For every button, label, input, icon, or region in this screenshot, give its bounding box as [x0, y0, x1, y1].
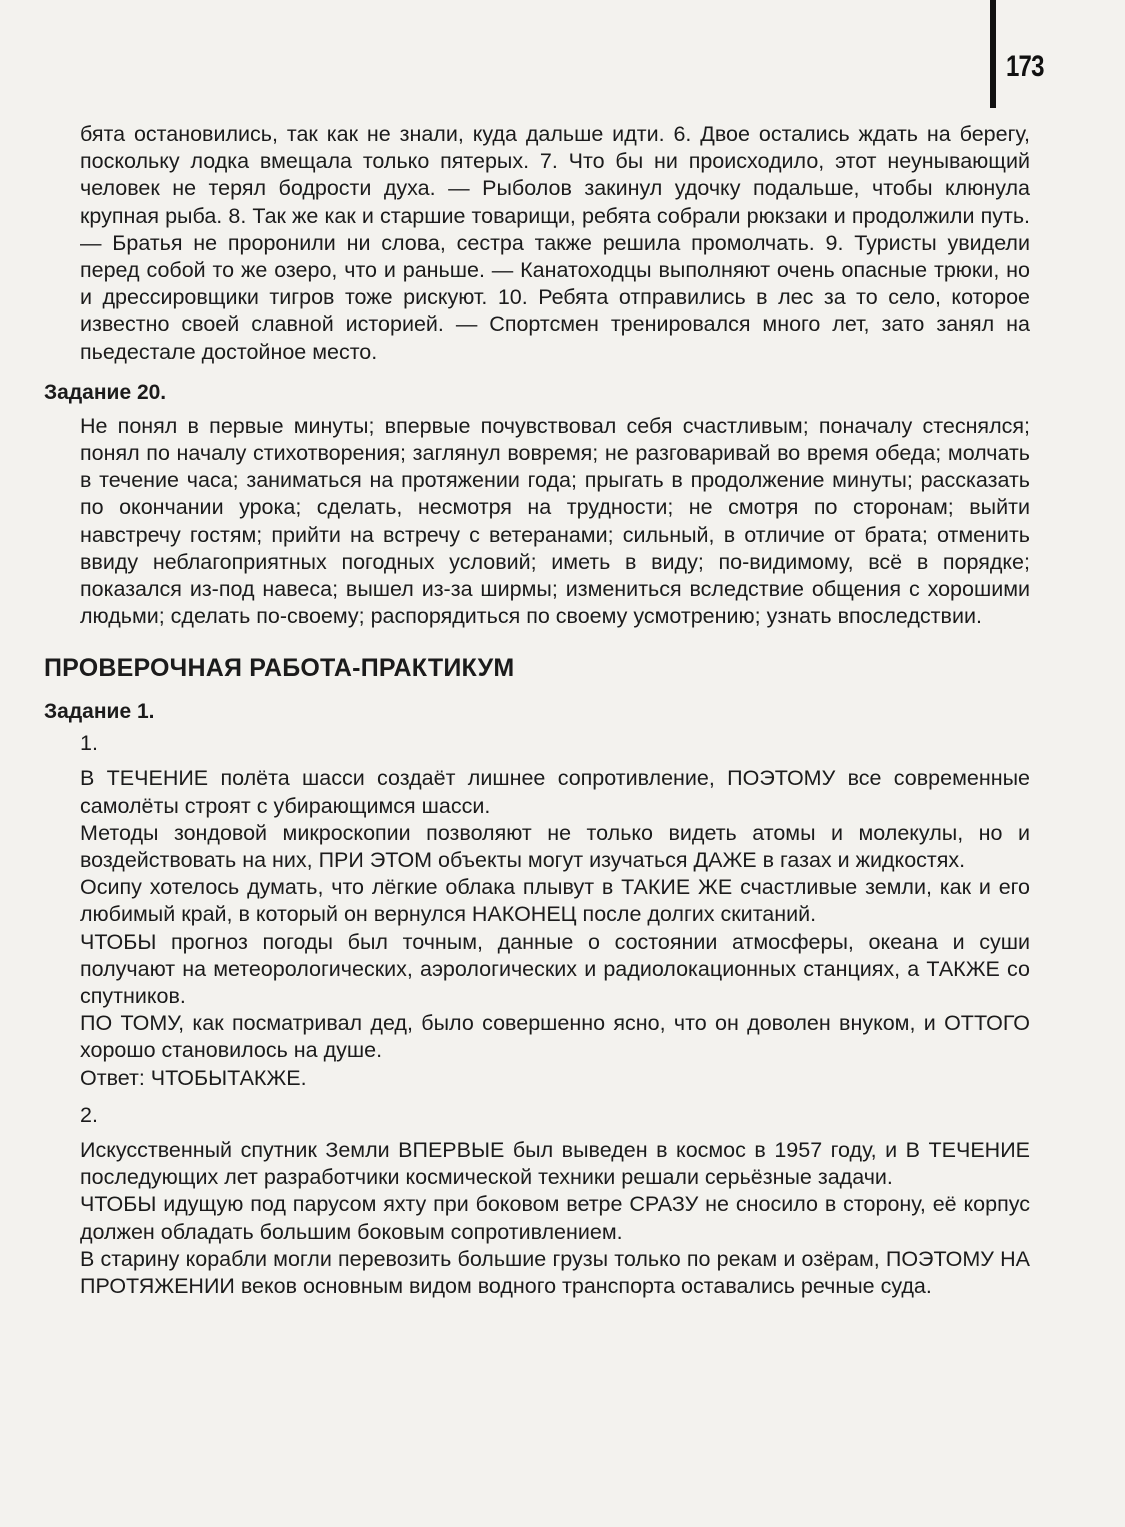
task-20-text: Не понял в первые минуты; впервые почувствовал себя счастливым; поначалу стеснялся; понял по началу стихотворения; заглянул вовремя; не разговаривай во время обеда; молчать в течение часа; заниматься на протяжении года; прыгать в продолжение минуты; рассказать по окончании урока; сделать, несмотря на трудности; не смотря по сторонам; выйти навстречу гостям; прийти на встречу с ветеранами; сильный, в отличие от брата; отменить ввиду неблагоприятных погодных условий; иметь в виду; по-видимому, всё в порядке; показался из-под навеса; вышел из-за ширмы; измениться вследствие общения с хорошими людьми; сделать по-своему; распорядиться по своему усмотрению; узнать впоследствии.: [80, 413, 1030, 629]
item-1-paragraph: Методы зондовой микроскопии позволяют не только видеть атомы и молекулы, но и воздействовать на них, ПРИ ЭТОМ объекты могут изучаться ДАЖЕ в газах и жидкостях.: [80, 820, 1030, 873]
task-20-heading: Задание 20.: [44, 380, 167, 404]
item-1-answer: Ответ: ЧТОБЫТАКЖЕ.: [80, 1065, 307, 1090]
intro-paragraph: бята остановились, так как не знали, куда дальше идти. 6. Двое остались ждать на берегу, поскольку лодка вмещала только пятерых. 7. Что бы ни происходило, этот неунывающий человек не терял бодрости духа. — Рыболов закинул удочку подальше, чтобы клюнула крупная рыба. 8. Так же как и старшие товарищи, ребята собрали рюкзаки и продолжили путь. — Братья не проронили ни слова, сестра также решила промолчать. 9. Туристы увидели перед собой то же озеро, что и раньше. — Канатоходцы выполняют очень опасные трюки, но и дрессировщики тигров тоже рискуют. 10. Ребята отправились в лес за то село, которое известно своей славной историей. — Спортсмен тренировался много лет, зато занял на пьедестале достойное место.: [80, 122, 1030, 364]
item-1-paragraph: Осипу хотелось думать, что лёгкие облака плывут в ТАКИЕ ЖЕ счастливые земли, как и его любимый край, в который он вернулся НАКОНЕЦ после долгих скитаний.: [80, 875, 1030, 927]
page-number-bar: [990, 0, 996, 108]
item-1-paragraph: ПО ТОМУ, как посматривал дед, было совершенно ясно, что он доволен внуком, и ОТТОГО хорошо становилось на душе.: [80, 1011, 1030, 1063]
page-content: [44, 121, 1034, 1300]
item-1-number: 1.: [80, 731, 98, 756]
page-number: 173: [1006, 50, 1044, 83]
section-title: ПРОВЕРОЧНАЯ РАБОТА-ПРАКТИКУМ: [44, 654, 515, 683]
item-2-paragraph: Искусственный спутник Земли ВПЕРВЫЕ был выведен в космос в 1957 году, и В ТЕЧЕНИЕ последующих лет разработчики космической техники решали серьёзные задачи.: [80, 1137, 1030, 1190]
task-1-heading: Задание 1.: [44, 700, 155, 724]
item-2-paragraph: В старину корабли могли перевозить большие грузы только по рекам и озёрам, ПОЭТОМУ НА ПРОТЯЖЕНИИ веков основным видом водного транспорта оставались речные суда.: [80, 1246, 1030, 1298]
item-1-paragraph: В ТЕЧЕНИЕ полёта шасси создаёт лишнее сопротивление, ПОЭТОМУ все современные самолёты строят с убирающимся шасси.: [80, 766, 1030, 818]
item-1-paragraph: ЧТОБЫ прогноз погоды был точным, данные о состоянии атмосферы, океана и суши получают на метеорологических, аэрологических и радиолокационных станциях, а ТАКЖЕ со спутников.: [80, 929, 1030, 1009]
item-2-paragraph: ЧТОБЫ идущую под парусом яхту при боковом ветре СРАЗУ не сносило в сторону, её корпус должен обладать большим боковым сопротивлением.: [80, 1192, 1030, 1244]
item-2-number: 2.: [80, 1102, 98, 1127]
